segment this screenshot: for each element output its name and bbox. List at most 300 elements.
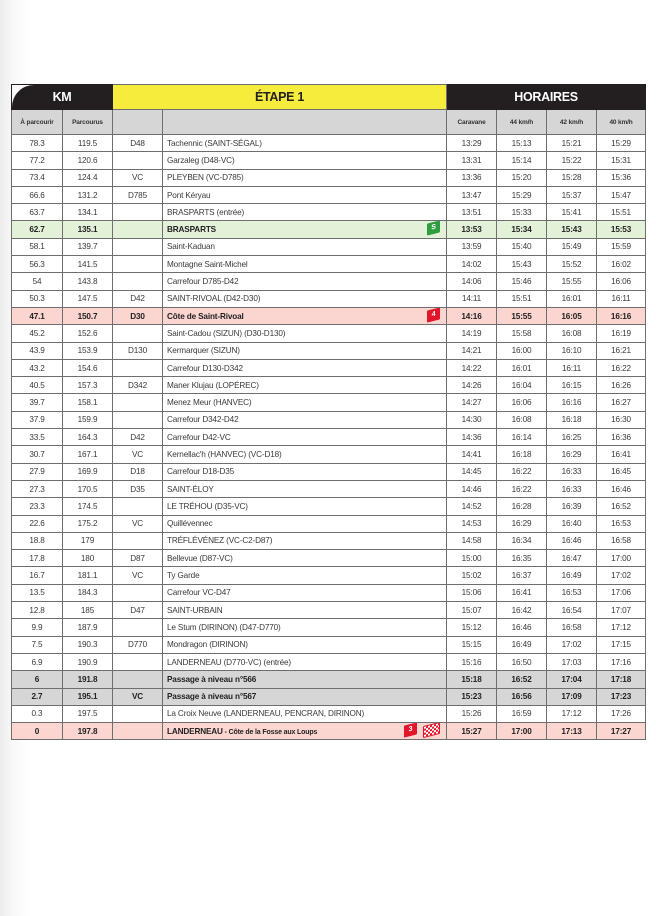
table-row — [12, 204, 646, 221]
place-cell — [163, 204, 447, 221]
stage-schedule-sheet — [11, 84, 645, 740]
place-name: SAINT-ÉLOY — [167, 484, 214, 494]
road-cell: D47 — [113, 602, 163, 619]
time-42kmh-cell: 15:49 — [547, 238, 597, 255]
km-remaining-cell: 7.5 — [12, 636, 63, 653]
table-row — [12, 532, 646, 549]
table-row — [12, 584, 646, 601]
time-40kmh-cell: 17:16 — [597, 653, 646, 670]
time-44kmh-cell: 16:34 — [497, 532, 547, 549]
time-40kmh-cell: 16:02 — [597, 256, 646, 273]
time-42kmh-cell: 17:13 — [547, 723, 597, 740]
time-40kmh-cell: 17:06 — [597, 584, 646, 601]
road-cell: D42 — [113, 429, 163, 446]
km-remaining-cell: 62.7 — [12, 221, 63, 238]
time-42kmh-cell: 15:28 — [547, 169, 597, 186]
time-44kmh-cell: 16:41 — [497, 584, 547, 601]
km-remaining-cell: 66.6 — [12, 186, 63, 203]
time-40kmh-cell: 17:15 — [597, 636, 646, 653]
time-42kmh-cell: 16:01 — [547, 290, 597, 307]
time-40kmh-cell: 17:23 — [597, 688, 646, 705]
km-covered-cell: 152.6 — [63, 325, 113, 342]
km-remaining-cell: 0.3 — [12, 705, 63, 722]
place-cell — [163, 636, 447, 653]
schedule-body — [12, 135, 646, 740]
time-44kmh-cell: 16:22 — [497, 463, 547, 480]
caravan-time-cell: 13:29 — [447, 135, 497, 152]
km-remaining-cell: 56.3 — [12, 256, 63, 273]
km-covered-cell: 134.1 — [63, 204, 113, 221]
sprint-row — [12, 221, 646, 238]
place-name: LANDERNEAU — [167, 726, 223, 736]
road-cell — [113, 256, 163, 273]
climb-category-4-flag-icon: 4 — [427, 307, 440, 322]
caravan-time-cell: 14:16 — [447, 307, 497, 324]
place-name: Quillévennec — [167, 519, 213, 529]
km-remaining-cell: 50.3 — [12, 290, 63, 307]
km-covered-cell: 120.6 — [63, 152, 113, 169]
badges — [427, 309, 440, 321]
caravan-time-cell: 15:18 — [447, 671, 497, 688]
km-covered-cell: 197.5 — [63, 705, 113, 722]
place-cell — [163, 256, 447, 273]
caravan-time-cell: 14:52 — [447, 498, 497, 515]
place-cell — [163, 532, 447, 549]
road-cell — [113, 498, 163, 515]
table-row — [12, 135, 646, 152]
place-name: Carrefour VC-D47 — [167, 588, 231, 598]
km-remaining-cell: 58.1 — [12, 238, 63, 255]
km-remaining-cell: 47.1 — [12, 307, 63, 324]
caravan-time-cell: 14:46 — [447, 480, 497, 497]
time-42kmh-cell: 15:52 — [547, 256, 597, 273]
road-cell: D18 — [113, 463, 163, 480]
km-remaining-cell: 12.8 — [12, 602, 63, 619]
time-42kmh-cell: 16:40 — [547, 515, 597, 532]
km-remaining-cell: 30.7 — [12, 446, 63, 463]
time-44kmh-cell: 15:51 — [497, 290, 547, 307]
time-40kmh-cell: 16:36 — [597, 429, 646, 446]
place-name: PLEYBEN (VC-D785) — [167, 173, 244, 183]
table-row — [12, 394, 646, 411]
place-cell — [163, 480, 447, 497]
col-42kmh-header: 42 km/h — [547, 110, 597, 135]
road-cell: D130 — [113, 342, 163, 359]
sprint-flag-icon: S — [427, 221, 440, 236]
place-name: Montagne Saint-Michel — [167, 259, 248, 269]
schedule-table — [11, 84, 646, 740]
km-remaining-cell: 73.4 — [12, 169, 63, 186]
table-row — [12, 290, 646, 307]
time-44kmh-cell: 16:04 — [497, 377, 547, 394]
table-row — [12, 567, 646, 584]
place-name: BRASPARTS — [167, 225, 216, 235]
place-cell — [163, 446, 447, 463]
place-name: Mondragon (DIRINON) — [167, 640, 248, 650]
time-40kmh-cell: 17:27 — [597, 723, 646, 740]
time-40kmh-cell: 15:31 — [597, 152, 646, 169]
km-remaining-cell: 45.2 — [12, 325, 63, 342]
time-40kmh-cell: 16:30 — [597, 411, 646, 428]
caravan-time-cell: 14:02 — [447, 256, 497, 273]
time-44kmh-cell: 15:58 — [497, 325, 547, 342]
time-42kmh-cell: 15:43 — [547, 221, 597, 238]
km-remaining-cell: 37.9 — [12, 411, 63, 428]
caravan-time-cell: 14:27 — [447, 394, 497, 411]
crossing-row — [12, 688, 646, 705]
road-cell: D30 — [113, 307, 163, 324]
caravan-time-cell: 15:23 — [447, 688, 497, 705]
caravan-time-cell: 15:15 — [447, 636, 497, 653]
time-42kmh-cell: 16:16 — [547, 394, 597, 411]
time-40kmh-cell: 16:11 — [597, 290, 646, 307]
caravan-time-cell: 15:12 — [447, 619, 497, 636]
place-name: Saint-Kaduan — [167, 242, 215, 252]
time-42kmh-cell: 16:33 — [547, 480, 597, 497]
place-cell — [163, 152, 447, 169]
table-row — [12, 256, 646, 273]
time-40kmh-cell: 16:46 — [597, 480, 646, 497]
place-name: Kermarquer (SIZUN) — [167, 346, 240, 356]
km-covered-cell: 119.5 — [63, 135, 113, 152]
road-cell — [113, 532, 163, 549]
place-name: Carrefour D18-D35 — [167, 467, 235, 477]
time-40kmh-cell: 15:51 — [597, 204, 646, 221]
place-cell — [163, 394, 447, 411]
km-covered-cell: 157.3 — [63, 377, 113, 394]
road-cell: VC — [113, 169, 163, 186]
km-covered-cell: 195.1 — [63, 688, 113, 705]
km-remaining-cell: 23.3 — [12, 498, 63, 515]
time-42kmh-cell: 16:10 — [547, 342, 597, 359]
time-40kmh-cell: 17:00 — [597, 550, 646, 567]
km-covered-cell: 175.2 — [63, 515, 113, 532]
place-subtitle: - Côte de la Fosse aux Loups — [222, 728, 318, 736]
time-40kmh-cell: 16:22 — [597, 359, 646, 376]
table-row — [12, 273, 646, 290]
place-name: Carrefour D42-VC — [167, 432, 231, 442]
km-covered-cell: 131.2 — [63, 186, 113, 203]
time-42kmh-cell: 17:03 — [547, 653, 597, 670]
km-remaining-cell: 27.9 — [12, 463, 63, 480]
time-42kmh-cell: 16:15 — [547, 377, 597, 394]
place-cell — [163, 238, 447, 255]
caravan-time-cell: 13:36 — [447, 169, 497, 186]
time-42kmh-cell: 16:46 — [547, 532, 597, 549]
time-44kmh-cell: 16:46 — [497, 619, 547, 636]
place-name: Le Stum (DIRINON) (D47-D770) — [167, 622, 281, 632]
table-row — [12, 653, 646, 670]
time-42kmh-cell: 17:04 — [547, 671, 597, 688]
place-cell — [163, 221, 447, 238]
place-name: TRÉFLÉVÉNEZ (VC-C2-D87) — [167, 536, 273, 546]
time-44kmh-cell: 16:42 — [497, 602, 547, 619]
time-44kmh-cell: 16:22 — [497, 480, 547, 497]
table-row — [12, 498, 646, 515]
time-42kmh-cell: 15:41 — [547, 204, 597, 221]
place-cell — [163, 135, 447, 152]
place-cell — [163, 169, 447, 186]
caravan-time-cell: 15:26 — [447, 705, 497, 722]
time-42kmh-cell: 16:18 — [547, 411, 597, 428]
km-covered-cell: 190.3 — [63, 636, 113, 653]
road-cell — [113, 238, 163, 255]
time-42kmh-cell: 17:02 — [547, 636, 597, 653]
col-place-header — [163, 110, 447, 135]
table-row — [12, 705, 646, 722]
caravan-time-cell: 14:36 — [447, 429, 497, 446]
time-40kmh-cell: 16:19 — [597, 325, 646, 342]
caravan-time-cell: 14:19 — [447, 325, 497, 342]
table-row — [12, 169, 646, 186]
col-remaining-header: À parcourir — [12, 110, 63, 135]
km-covered-cell: 141.5 — [63, 256, 113, 273]
time-42kmh-cell: 16:08 — [547, 325, 597, 342]
place-cell — [163, 290, 447, 307]
place-cell — [163, 498, 447, 515]
place-cell — [163, 653, 447, 670]
km-remaining-cell: 6.9 — [12, 653, 63, 670]
place-cell — [163, 186, 447, 203]
time-40kmh-cell: 17:26 — [597, 705, 646, 722]
km-covered-cell: 184.3 — [63, 584, 113, 601]
place-cell — [163, 619, 447, 636]
place-name: Carrefour D130-D342 — [167, 363, 243, 373]
place-name: Maner Klujau (LOPÉREC) — [167, 380, 259, 390]
road-cell — [113, 705, 163, 722]
time-44kmh-cell: 15:20 — [497, 169, 547, 186]
road-cell — [113, 359, 163, 376]
road-cell — [113, 671, 163, 688]
time-44kmh-cell: 16:49 — [497, 636, 547, 653]
place-cell — [163, 602, 447, 619]
time-42kmh-cell: 16:49 — [547, 567, 597, 584]
road-cell: D35 — [113, 480, 163, 497]
place-cell — [163, 342, 447, 359]
km-covered-cell: 191.8 — [63, 671, 113, 688]
road-cell: D42 — [113, 290, 163, 307]
time-42kmh-cell: 16:05 — [547, 307, 597, 324]
table-row — [12, 411, 646, 428]
time-44kmh-cell: 16:28 — [497, 498, 547, 515]
header-row-main — [12, 85, 646, 110]
time-40kmh-cell: 16:52 — [597, 498, 646, 515]
km-covered-cell: 135.1 — [63, 221, 113, 238]
time-40kmh-cell: 16:41 — [597, 446, 646, 463]
km-covered-cell: 153.9 — [63, 342, 113, 359]
place-name: LANDERNEAU (D770-VC) (entrée) — [167, 657, 291, 667]
place-name: SAINT-RIVOAL (D42-D30) — [167, 294, 261, 304]
km-covered-cell: 180 — [63, 550, 113, 567]
place-name: SAINT-URBAIN — [167, 605, 223, 615]
caravan-time-cell: 14:26 — [447, 377, 497, 394]
time-40kmh-cell: 16:58 — [597, 532, 646, 549]
badges — [404, 724, 440, 736]
time-40kmh-cell: 16:21 — [597, 342, 646, 359]
km-remaining-cell: 16.7 — [12, 567, 63, 584]
time-44kmh-cell: 17:00 — [497, 723, 547, 740]
col-40kmh-header: 40 km/h — [597, 110, 646, 135]
time-40kmh-cell: 16:26 — [597, 377, 646, 394]
climb-category-3-flag-icon: 3 — [404, 723, 417, 738]
km-covered-cell: 190.9 — [63, 653, 113, 670]
place-cell — [163, 307, 447, 324]
time-40kmh-cell: 15:59 — [597, 238, 646, 255]
place-cell — [163, 584, 447, 601]
road-cell: VC — [113, 567, 163, 584]
place-cell — [163, 550, 447, 567]
place-cell — [163, 705, 447, 722]
table-row — [12, 152, 646, 169]
time-44kmh-cell: 15:13 — [497, 135, 547, 152]
place-name: Garzaleg (D48-VC) — [167, 155, 235, 165]
time-44kmh-cell: 16:14 — [497, 429, 547, 446]
place-name: Kernellac'h (HANVEC) (VC-D18) — [167, 449, 282, 459]
place-name: Pont Kéryau — [167, 190, 211, 200]
caravan-time-cell: 13:47 — [447, 186, 497, 203]
road-cell: D342 — [113, 377, 163, 394]
time-44kmh-cell: 15:33 — [497, 204, 547, 221]
time-42kmh-cell: 16:53 — [547, 584, 597, 601]
table-row — [12, 480, 646, 497]
time-40kmh-cell: 16:45 — [597, 463, 646, 480]
road-cell: D87 — [113, 550, 163, 567]
km-remaining-cell: 2.7 — [12, 688, 63, 705]
km-covered-cell: 169.9 — [63, 463, 113, 480]
header-row-columns — [12, 110, 646, 135]
road-cell — [113, 653, 163, 670]
road-cell: D770 — [113, 636, 163, 653]
km-covered-cell: 174.5 — [63, 498, 113, 515]
time-42kmh-cell: 16:58 — [547, 619, 597, 636]
place-cell — [163, 273, 447, 290]
time-40kmh-cell: 15:47 — [597, 186, 646, 203]
place-name: Ty Garde — [167, 571, 200, 581]
km-remaining-cell: 33.5 — [12, 429, 63, 446]
time-44kmh-cell: 15:40 — [497, 238, 547, 255]
km-remaining-cell: 39.7 — [12, 394, 63, 411]
km-covered-cell: 164.3 — [63, 429, 113, 446]
place-name: Bellevue (D87-VC) — [167, 553, 233, 563]
km-covered-cell: 170.5 — [63, 480, 113, 497]
road-cell — [113, 723, 163, 740]
km-header: KM — [12, 85, 113, 110]
time-44kmh-cell: 15:43 — [497, 256, 547, 273]
time-42kmh-cell: 17:09 — [547, 688, 597, 705]
time-42kmh-cell: 16:29 — [547, 446, 597, 463]
place-name: Carrefour D342-D42 — [167, 415, 239, 425]
time-42kmh-cell: 16:39 — [547, 498, 597, 515]
km-remaining-cell: 43.9 — [12, 342, 63, 359]
road-cell: VC — [113, 446, 163, 463]
road-cell: D785 — [113, 186, 163, 203]
caravan-time-cell: 14:11 — [447, 290, 497, 307]
caravan-time-cell: 14:58 — [447, 532, 497, 549]
km-covered-cell: 147.5 — [63, 290, 113, 307]
time-44kmh-cell: 16:06 — [497, 394, 547, 411]
road-cell — [113, 394, 163, 411]
road-cell — [113, 325, 163, 342]
table-row — [12, 429, 646, 446]
caravan-time-cell: 15:07 — [447, 602, 497, 619]
place-cell — [163, 723, 447, 740]
caravan-time-cell: 15:06 — [447, 584, 497, 601]
km-remaining-cell: 78.3 — [12, 135, 63, 152]
table-row — [12, 238, 646, 255]
time-44kmh-cell: 16:00 — [497, 342, 547, 359]
time-42kmh-cell: 16:11 — [547, 359, 597, 376]
table-row — [12, 602, 646, 619]
km-covered-cell: 185 — [63, 602, 113, 619]
place-name: BRASPARTS (entrée) — [167, 207, 245, 217]
km-covered-cell: 150.7 — [63, 307, 113, 324]
place-name: Menez Meur (HANVEC) — [167, 398, 252, 408]
table-row — [12, 377, 646, 394]
time-44kmh-cell: 16:50 — [497, 653, 547, 670]
col-44kmh-header: 44 km/h — [497, 110, 547, 135]
caravan-time-cell: 14:41 — [447, 446, 497, 463]
km-remaining-cell: 43.2 — [12, 359, 63, 376]
time-44kmh-cell: 16:29 — [497, 515, 547, 532]
time-44kmh-cell: 15:29 — [497, 186, 547, 203]
time-40kmh-cell: 15:29 — [597, 135, 646, 152]
place-name: Saint-Cadou (SIZUN) (D30-D130) — [167, 328, 286, 338]
time-42kmh-cell: 16:54 — [547, 602, 597, 619]
caravan-time-cell: 14:21 — [447, 342, 497, 359]
table-row — [12, 515, 646, 532]
km-remaining-cell: 13.5 — [12, 584, 63, 601]
time-40kmh-cell: 16:27 — [597, 394, 646, 411]
place-name: LE TRÉHOU (D35-VC) — [167, 501, 248, 511]
time-42kmh-cell: 15:55 — [547, 273, 597, 290]
km-remaining-cell: 6 — [12, 671, 63, 688]
km-remaining-cell: 27.3 — [12, 480, 63, 497]
place-cell — [163, 429, 447, 446]
time-44kmh-cell: 15:55 — [497, 307, 547, 324]
km-covered-cell: 187.9 — [63, 619, 113, 636]
km-covered-cell: 197.8 — [63, 723, 113, 740]
caravan-time-cell: 13:53 — [447, 221, 497, 238]
caravan-time-cell: 13:51 — [447, 204, 497, 221]
table-row — [12, 619, 646, 636]
km-remaining-cell: 54 — [12, 273, 63, 290]
road-cell: VC — [113, 515, 163, 532]
time-44kmh-cell: 16:37 — [497, 567, 547, 584]
place-cell — [163, 688, 447, 705]
time-40kmh-cell: 17:07 — [597, 602, 646, 619]
time-44kmh-cell: 15:34 — [497, 221, 547, 238]
km-remaining-cell: 0 — [12, 723, 63, 740]
time-40kmh-cell: 15:36 — [597, 169, 646, 186]
caravan-time-cell: 14:06 — [447, 273, 497, 290]
finish-row — [12, 723, 646, 740]
road-cell — [113, 221, 163, 238]
time-42kmh-cell: 16:25 — [547, 429, 597, 446]
place-cell — [163, 411, 447, 428]
km-covered-cell: 139.7 — [63, 238, 113, 255]
table-row — [12, 325, 646, 342]
road-cell: VC — [113, 688, 163, 705]
km-remaining-cell: 63.7 — [12, 204, 63, 221]
km-remaining-cell: 9.9 — [12, 619, 63, 636]
place-cell — [163, 377, 447, 394]
place-cell — [163, 325, 447, 342]
km-covered-cell: 124.4 — [63, 169, 113, 186]
km-remaining-cell: 18.8 — [12, 532, 63, 549]
time-42kmh-cell: 16:33 — [547, 463, 597, 480]
caravan-time-cell: 14:30 — [447, 411, 497, 428]
road-cell — [113, 152, 163, 169]
